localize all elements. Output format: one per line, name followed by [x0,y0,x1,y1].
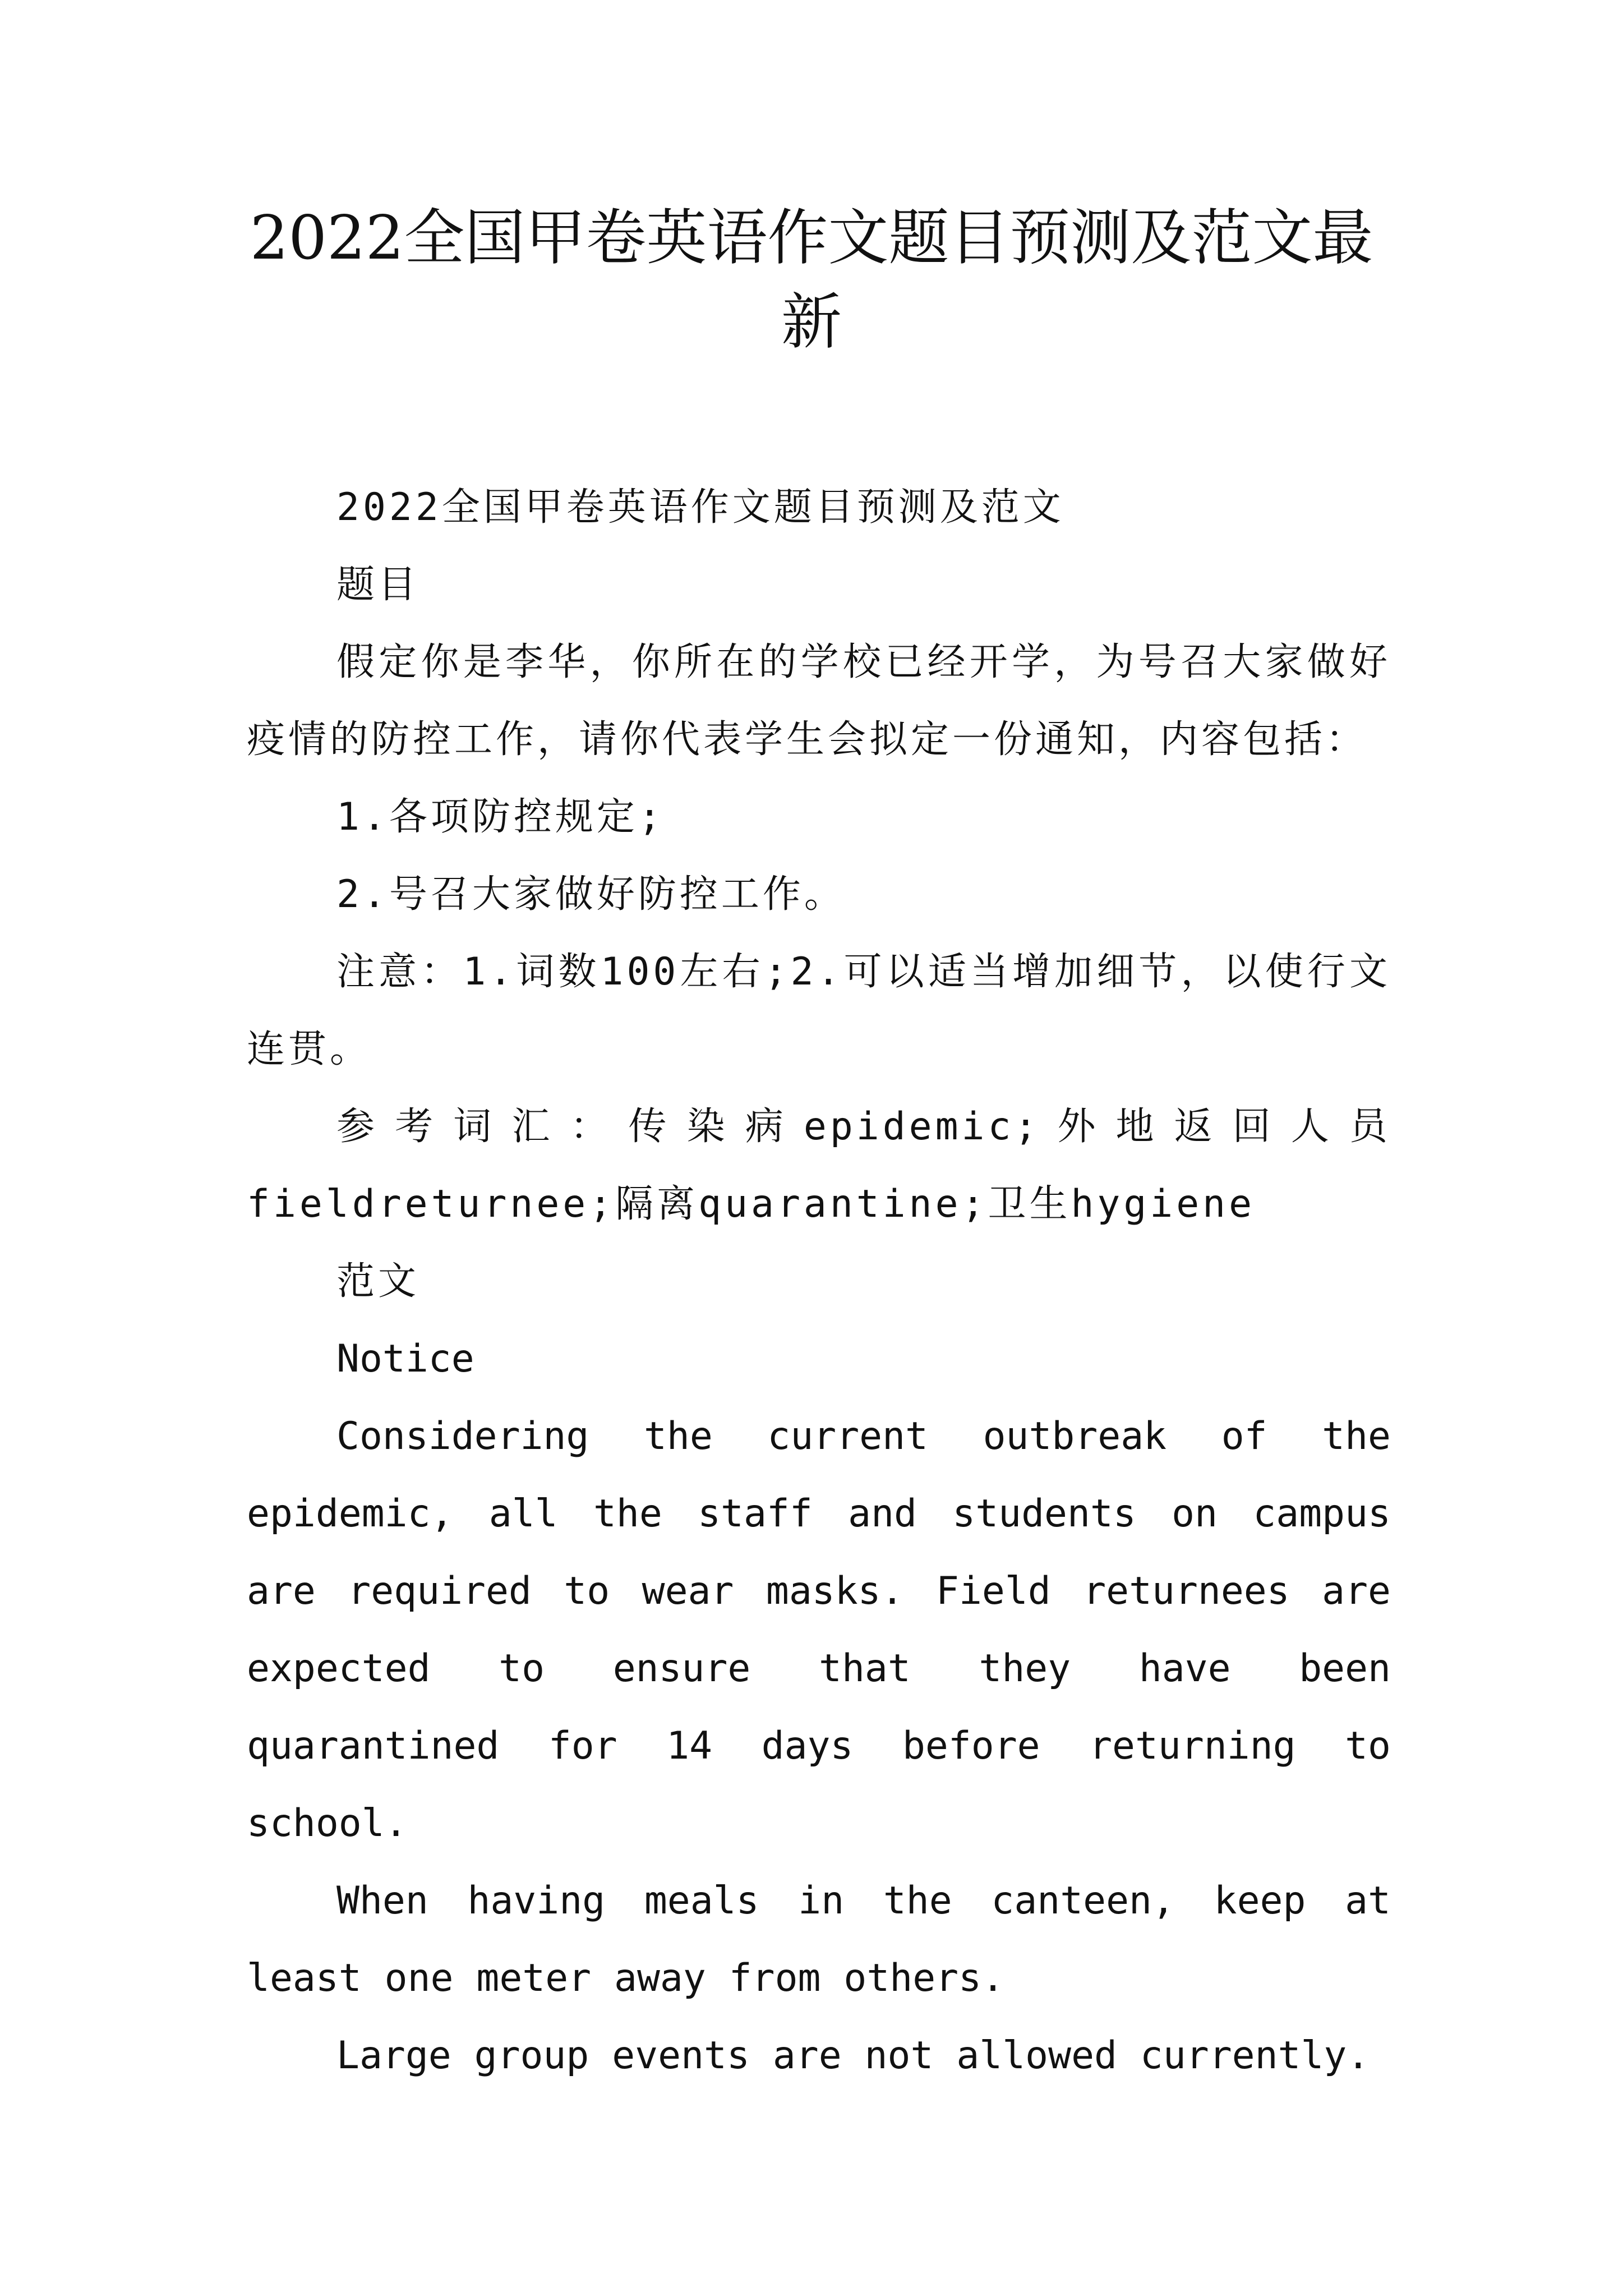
section-heading-topic: 题目 [336,563,420,607]
notice-heading: Notice [336,1337,474,1381]
document-title: 2022全国甲卷英语作文题目预测及范文最新 [250,203,1373,357]
notes-paragraph: 注意：1.词数100左右;2.可以适当增加细节，以使行文连贯。 [247,950,1391,1071]
task-description-paragraph: 假定你是李华，你所在的学校已经开学，为号召大家做好疫情的防控工作，请你代表学生会拟定一份通知，内容包括： [247,640,1391,762]
subtitle-paragraph: 2022全国甲卷英语作文题目预测及范文 [336,485,1064,530]
requirement-item-1: 1.各项防控规定; [336,795,665,839]
essay-paragraph-2: When having meals in the canteen, keep at least one meter away from others. [247,1879,1391,2000]
vocabulary-paragraph: 参考词汇：传染病epidemic;外地返回人员fieldreturnee;隔离quarantine;卫生hygiene [247,1105,1391,1226]
section-heading-sample: 范文 [336,1259,420,1304]
essay-paragraph-3: Large group events are not allowed currently. [336,2033,1370,2078]
essay-paragraph-1: Considering the current outbreak of the epidemic, all the staff and students on campus are required to wear masks. Field returnees are expected to ensure that they have been quarantined for 14 days before returning to school. [247,1414,1391,1846]
requirement-item-2: 2.号召大家做好防控工作。 [336,872,846,917]
document-body [247,469,1391,2095]
